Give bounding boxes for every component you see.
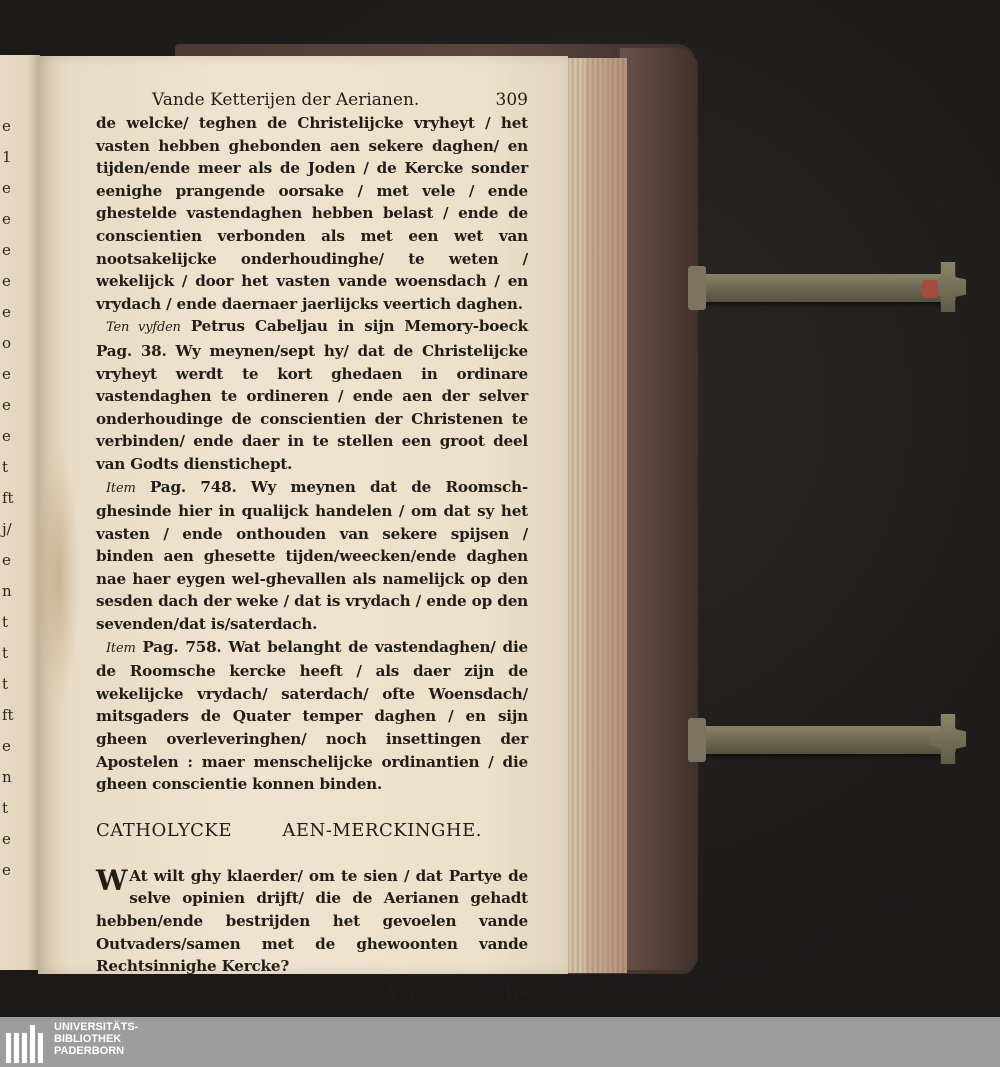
left-page-fragment: t: [2, 799, 9, 817]
closing-paragraph: [96, 865, 528, 978]
book-fore-edge-cover: [620, 48, 698, 970]
clasp-upper-red-mark: [922, 280, 938, 298]
left-page-fragment: ft: [2, 706, 14, 724]
paragraph-4-lead: Item: [106, 640, 136, 656]
paragraph-4-text: Pag. 758. Wat belanght de vastendaghen/ die de Roomsche kercke heeft / als daer zijn de wekelijcke vrydach/ saterdach/ ofte Woensdach/ mitsgaders de Quater temper daghen / en sijn gheen overleveringhen/ noch insettingen der Apostelen : maer menschelijcke ordinantien / die gheen conscientie konnen binden.: [96, 637, 528, 794]
left-page-fragment: e: [2, 427, 11, 445]
left-page-fragment: t: [2, 644, 9, 662]
library-logo-icon: [6, 1021, 46, 1063]
clasp-lower: [694, 726, 956, 754]
library-footer-bar: [0, 1017, 1000, 1067]
left-page-fragment: e: [2, 396, 11, 414]
drop-cap: W: [96, 863, 128, 897]
left-page-fragment: ft: [2, 489, 14, 507]
page-number: 309: [495, 90, 528, 110]
left-page-fragment: t: [2, 458, 9, 476]
left-page-fragment: e: [2, 737, 11, 755]
section-heading-right: AEN-MERCKINGHE.: [282, 819, 482, 841]
left-page-fragment: e: [2, 303, 11, 321]
library-name: [54, 1021, 138, 1057]
left-page-fragment: n: [2, 582, 12, 600]
paragraph-3: [96, 476, 528, 636]
page-stain: [38, 446, 80, 706]
left-page-fragment: e: [2, 241, 11, 259]
left-page-fragment: e: [2, 861, 11, 879]
clasp-lower-end: [930, 714, 966, 764]
left-page-fragment: o: [2, 334, 12, 352]
library-name-line-2: BIBLIOTHEK: [54, 1033, 122, 1045]
clasp-upper: [694, 274, 956, 302]
paragraph-2-text: Petrus Cabeljau in sijn Memory-boeck Pag. 38. Wy meynen/sept hy/ dat de Christelijcke vryheyt werdt te kort ghedaen in ordinare vastendaghen te ordineren / ende aen der selver onderhoudinge de conscientien der Christenen te verbinden/ ende daer in te stellen een groot deel van Godts dienstichept.: [96, 317, 528, 473]
left-page-fragment: e: [2, 272, 11, 290]
left-page-fragment: e: [2, 117, 11, 135]
catchword: De: [505, 983, 528, 1002]
paragraph-2-lead: Ten vyfden: [106, 320, 181, 336]
left-page-fragment: n: [2, 768, 12, 786]
left-page-fragment: e: [2, 365, 11, 383]
clasp-upper-hinge: [688, 266, 706, 310]
library-name-line-1: UNIVERSITÄTS-: [54, 1021, 139, 1033]
signature-mark: V 3: [387, 983, 415, 1002]
left-page-fragment: e: [2, 830, 11, 848]
left-page-fragment: e: [2, 179, 11, 197]
left-page-edge: [0, 55, 40, 970]
section-heading: [96, 820, 482, 841]
left-page-fragment: e: [2, 210, 11, 228]
running-head-title: Vande Ketterijen der Aerianen.: [152, 90, 420, 110]
clasp-lower-hinge: [688, 718, 706, 762]
page-block-edges: [565, 58, 627, 973]
right-page: [38, 56, 568, 1002]
left-page-fragment: e: [2, 551, 11, 569]
left-page-fragment: j/: [2, 520, 12, 538]
paragraph-4: [96, 636, 528, 796]
page-footer: [96, 984, 528, 1002]
left-page-fragment: 1: [2, 148, 12, 166]
closing-paragraph-text: At wilt ghy klaerder/ om te sien / dat Partye de selve opinien drijft/ die de Aerianen gehadt hebben/ende bestrijden het gevoelen vande Outvaders/samen met de ghewoonten vande Rechtsinnighe Kercke?: [96, 866, 528, 976]
paragraph-3-text: Pag. 748. Wy meynen dat de Roomsch-ghesinde hier in qualijck handelen / om dat sy het vasten / ende onthouden van sekere spijsen / binden aen ghesette tijden/weecken/ende daghen nae haer eygen wel-ghevallen als namelijck op den sesden dach der weke / dat is vrydach / ende op den sevenden/dat is/saterdach.: [96, 477, 528, 634]
left-page-fragment: t: [2, 613, 9, 631]
paragraph-3-lead: Item: [106, 480, 136, 496]
library-name-line-3: PADERBORN: [54, 1045, 125, 1057]
paragraph-1: [96, 112, 528, 315]
left-page-fragment: t: [2, 675, 9, 693]
running-head: [152, 90, 528, 110]
paragraph-2: [96, 315, 528, 475]
page-text: [96, 90, 528, 1002]
paragraph-1-text: de welcke/ teghen de Christelijcke vryheyt / het vasten hebben ghebonden aen sekere daghen/ en tijden/ende meer als de Joden / de Kercke sonder eenighe prangende oorsake / met vele / ende ghestelde vastendaghen hebben belast / ende de conscientien verbonden als met een wet van nootsakelijcke onderhoudinghe/ te weten / wekelijck / door het vasten vande woensdach / en vrydach / ende daernaer jaerlijcks veertich daghen.: [96, 114, 528, 313]
section-heading-left: CATHOLYCKE: [96, 819, 232, 841]
